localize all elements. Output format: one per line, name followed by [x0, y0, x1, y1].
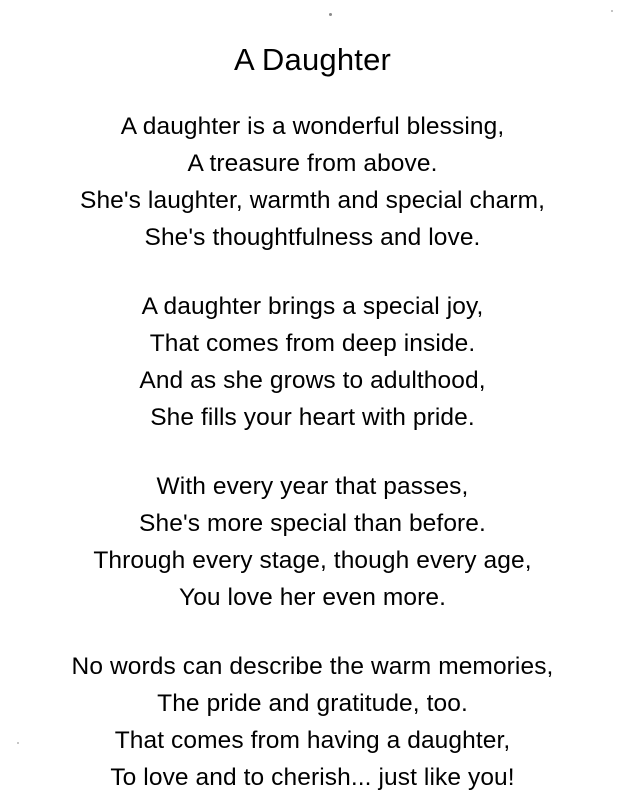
poem-line: To love and to cherish... just like you! [110, 764, 515, 791]
poem-line: A daughter brings a special joy, [141, 293, 484, 320]
poem-line: You love her even more. [179, 584, 446, 611]
poem-line: She's thoughtfulness and love. [144, 224, 481, 251]
poem-body [0, 108, 625, 796]
stanza [0, 468, 625, 616]
page-title: A Daughter [233, 42, 392, 77]
scan-speck [611, 10, 613, 12]
stanza [0, 288, 625, 436]
poem-line: Through every stage, though every age, [93, 547, 532, 574]
scan-speck [329, 13, 332, 16]
poem-line: That comes from having a daughter, [114, 727, 511, 754]
poem-line: No words can describe the warm memories, [71, 653, 554, 680]
stanza [0, 648, 625, 796]
poem-line: A daughter is a wonderful blessing, [120, 113, 505, 140]
poem-line: She's laughter, warmth and special charm, [80, 187, 545, 214]
poem-line: And as she grows to adulthood, [139, 367, 486, 394]
poem-line: That comes from deep inside. [149, 330, 476, 357]
poem-line: A treasure from above. [187, 150, 438, 177]
poem-line: The pride and gratitude, too. [157, 690, 468, 717]
poem-line: She's more special than before. [139, 510, 486, 537]
poem-line: She fills your heart with pride. [150, 404, 475, 431]
stanza [0, 108, 625, 256]
scan-speck [17, 742, 19, 744]
poem-line: With every year that passes, [156, 473, 469, 500]
